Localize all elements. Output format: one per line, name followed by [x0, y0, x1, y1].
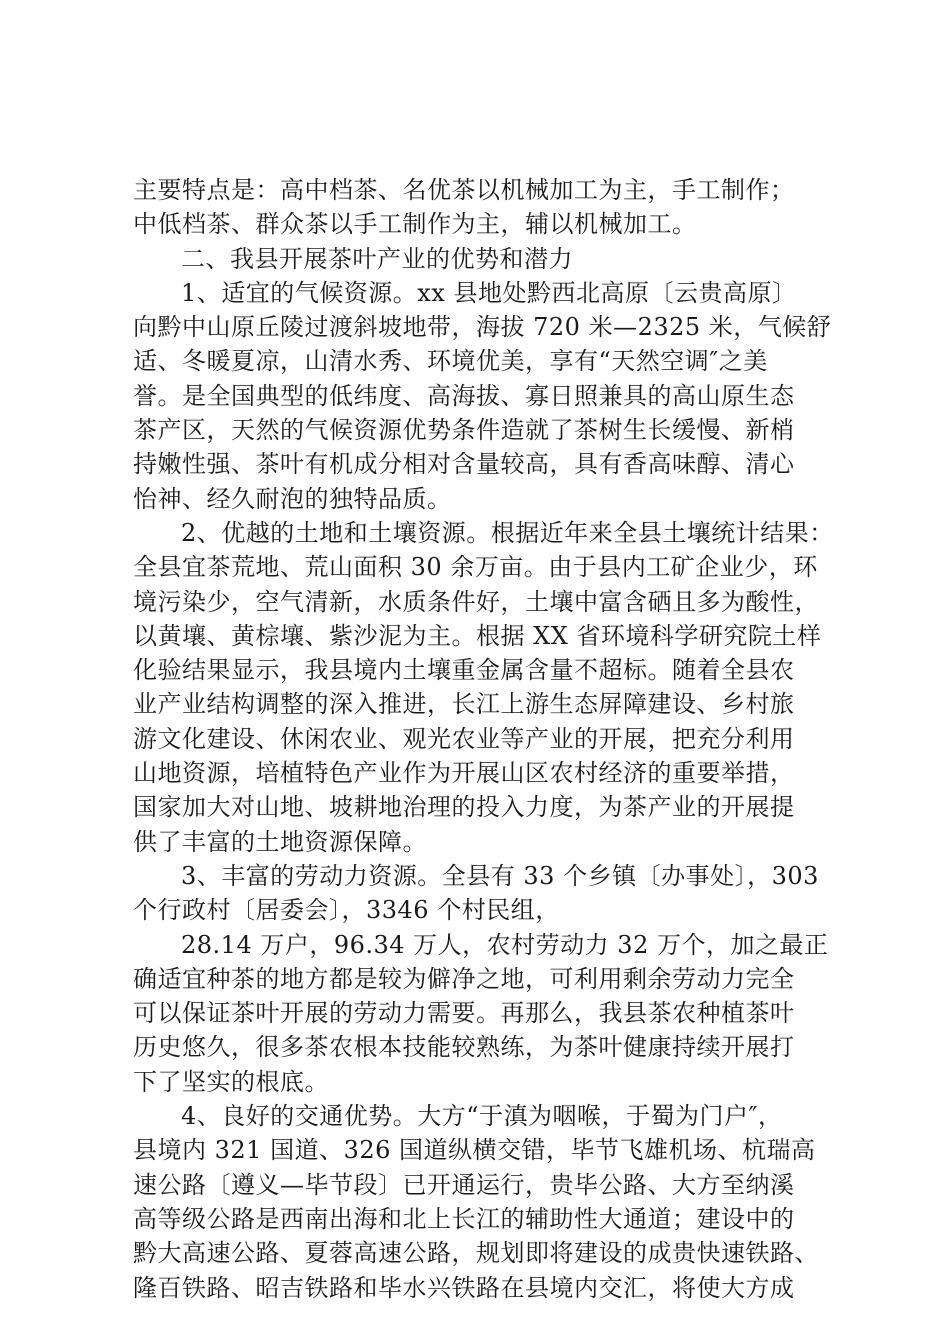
text-line: 3、丰富的劳动力资源。全县有 33 个乡镇〔办事处〕，303 [181, 861, 819, 890]
text-line: 隆百铁路、昭吉铁路和毕水兴铁路在县境内交汇，将使大方成 [133, 1273, 795, 1302]
text-line: 县境内 321 国道、326 国道纵横交错，毕节飞雄机场、杭瑞高 [133, 1136, 816, 1165]
text-line: 适、冬暖夏凉，山清水秀、环境优美，享有“天然空调″之美 [133, 347, 768, 376]
text-line: 1、适宜的气候资源。xx 县地处黔西北高原〔云贵高原〕 [181, 278, 797, 307]
text-line: 28.14 万户，96.34 万人，农村劳动力 32 万个，加之最正 [181, 930, 829, 959]
document-body [133, 173, 833, 1305]
text-line: 历史悠久，很多茶农根本技能较熟练，为茶叶健康持续开展打 [133, 1033, 795, 1062]
text-line: 向黔中山原丘陵过渡斜坡地带，海拔 720 米—2325 米，气候舒 [133, 313, 832, 342]
text-line: 黔大高速公路、夏蓉高速公路，规划即将建设的成贵快速铁路、 [133, 1239, 819, 1268]
text-line: 高等级公路是西南出海和北上长江的辅助性大通道；建设中的 [133, 1204, 795, 1233]
text-line: 2、优越的土地和土壤资源。根据近年来全县土壤统计结果： [181, 518, 834, 547]
text-line: 中低档茶、群众茶以手工制作为主，辅以机械加工。 [133, 210, 697, 239]
text-line: 4、良好的交通优势。大方“于滇为咽喉，于蜀为门户″， [181, 1102, 783, 1131]
text-line: 确适宜种茶的地方都是较为僻净之地，可利用剩余劳动力完全 [133, 964, 795, 993]
text-line: 二、我县开展茶叶产业的优势和潜力 [181, 244, 573, 273]
text-line: 速公路〔遵义—毕节段〕已开通运行，贵毕公路、大方至纳溪 [133, 1170, 795, 1199]
text-line: 业产业结构调整的深入推进，长江上游生态屏障建设、乡村旅 [133, 690, 795, 719]
text-line: 誉。是全国典型的低纬度、高海拔、寡日照兼具的高山原生态 [133, 381, 795, 410]
text-line: 怡神、经久耐泡的独特品质。 [133, 484, 452, 513]
text-line: 个行政村〔居委会〕，3346 个村民组， [133, 896, 560, 925]
text-line: 境污染少，空气清新，水质条件好，土壤中富含硒且多为酸性， [133, 587, 819, 616]
text-line: 全县宜茶荒地、荒山面积 30 余万亩。由于县内工矿企业少，环 [133, 553, 818, 582]
text-line: 山地资源，培植特色产业作为开展山区农村经济的重要举措， [133, 759, 795, 788]
text-line: 游文化建设、休闲农业、观光农业等产业的开展，把充分利用 [133, 724, 795, 753]
text-line: 主要特点是：高中档茶、名优茶以机械加工为主，手工制作； [133, 176, 795, 204]
text-line: 可以保证茶叶开展的劳动力需要。再那么，我县茶农种植茶叶 [133, 999, 795, 1028]
text-line: 茶产区，天然的气候资源优势条件造就了茶树生长缓慢、新梢 [133, 416, 795, 445]
text-line: 供了丰富的土地资源保障。 [133, 827, 427, 856]
text-line: 以黄壤、黄棕壤、紫沙泥为主。根据 XX 省环境科学研究院土样 [133, 621, 822, 650]
text-line: 持嫩性强、茶叶有机成分相对含量较高，具有香高味醇、清心 [133, 450, 795, 479]
text-line: 国家加大对山地、坡耕地治理的投入力度，为茶产业的开展提 [133, 793, 795, 822]
text-line: 化验结果显示，我县境内土壤重金属含量不超标。随着全县农 [133, 656, 795, 685]
text-line: 下了坚实的根底。 [133, 1067, 329, 1096]
